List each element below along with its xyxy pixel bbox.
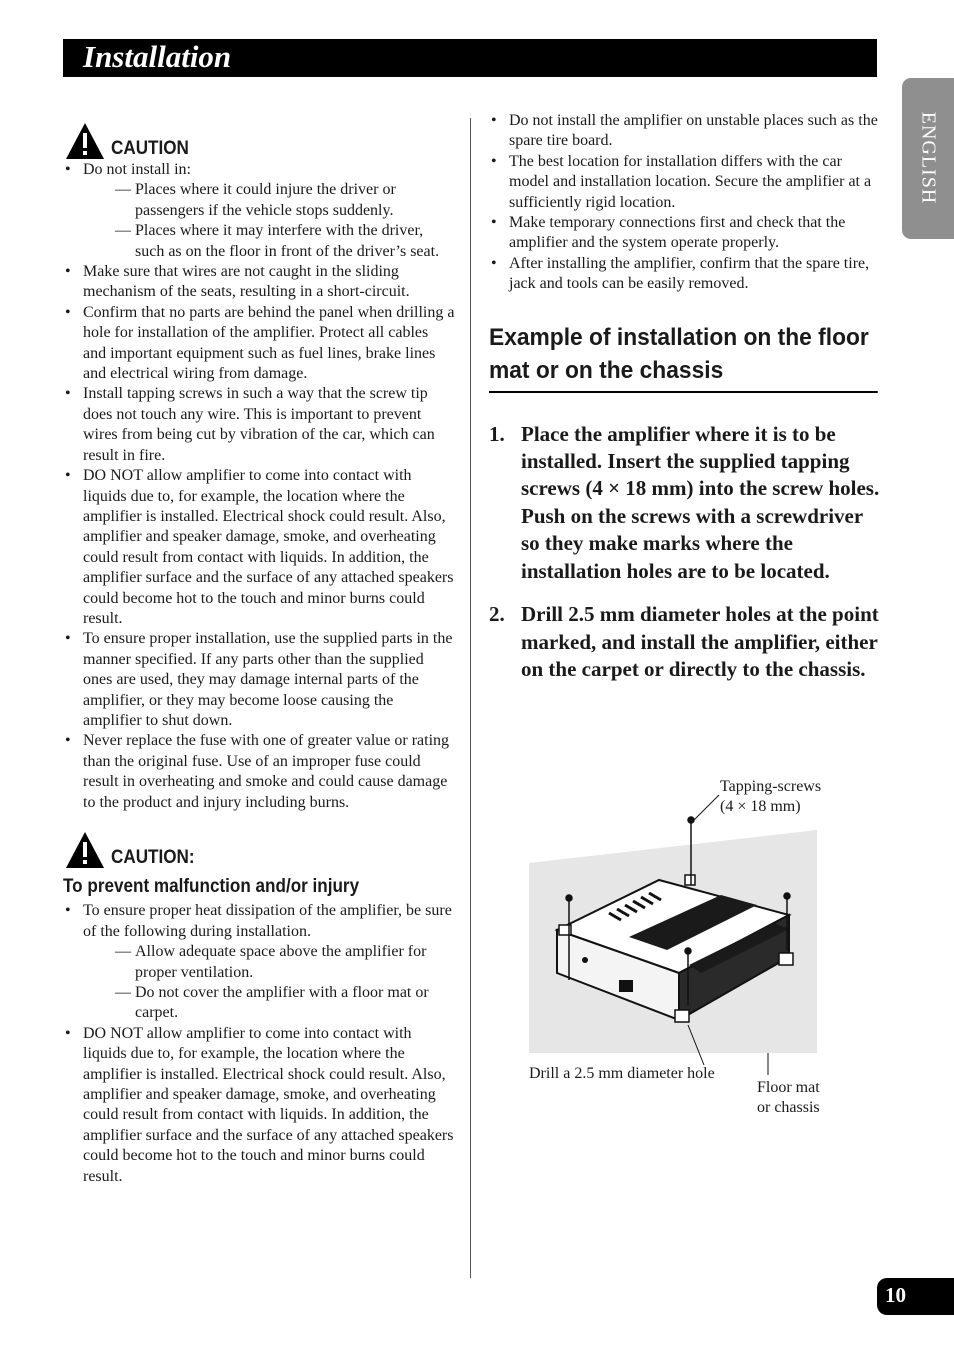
page-number xyxy=(877,1278,954,1315)
list-item: • Install tapping screws in such a way that the screw tip does not touch any wire. This is important to prevent wires from being cut by vibration of the car, which can result in fire. xyxy=(63,384,455,466)
tapping-screws-size-label: (4 × 18 mm) xyxy=(720,798,801,815)
sub-list-item: — Places where it may interfere with the driver, such as on the floor in front of the driver’s seat. xyxy=(115,221,455,262)
steps-list xyxy=(489,421,881,684)
caution-label: CAUTION xyxy=(111,137,189,159)
language-tab xyxy=(902,78,954,239)
list-item: • Confirm that no parts are behind the panel when drilling a hole for installation of the amplifier. Protect all cables and important equipment such as fuel lines, brake lines and electrical wiring from damage. xyxy=(63,303,455,385)
sub-list-item: — Do not cover the amplifier with a floor mat or carpet. xyxy=(115,983,455,1024)
installation-figure xyxy=(489,775,881,1125)
sub-list xyxy=(83,942,455,1024)
tapping-screws-label: Tapping-screws xyxy=(720,778,822,795)
caution-subheading: To prevent malfunction and/or injury xyxy=(63,876,360,897)
left-column xyxy=(63,118,455,1187)
list-item: • DO NOT allow amplifier to come into contact with liquids due to, for example, the location where the amplifier is installed. Electrical shock could result. Also, amplifier and speaker damage, smoke, and overheating could result from contact with liquids. In addition, the amplifier surface and the surface of any attached speakers could become hot to the touch and minor burns could result. xyxy=(63,466,455,629)
page-number-text: 10 xyxy=(885,1283,906,1307)
chassis-label: or chassis xyxy=(757,1099,820,1116)
drill-hole-label: Drill a 2.5 mm diameter hole xyxy=(529,1065,715,1082)
list-item: • DO NOT allow amplifier to come into contact with liquids due to, for example, the location where the amplifier is installed. Electrical shock could result. Also, amplifier and speaker damage, smoke, and overheating could result from contact with liquids. In addition, the amplifier surface and the surface of any attached speakers could become hot to the touch and minor burns could result. xyxy=(63,1024,455,1187)
caution-list xyxy=(63,160,455,813)
list-item: • Never replace the fuse with one of greater value or rating than the original fuse. Use of an improper fuse could result in overheating and smoke and could cause damage to the product and injury including burns. xyxy=(63,731,455,813)
list-item: • The best location for installation differs with the car model and installation location. Secure the amplifier at a sufficiently rigid location. xyxy=(489,152,881,213)
step-number: 1. xyxy=(489,421,505,446)
list-item: • Do not install the amplifier on unstable places such as the spare tire board. xyxy=(489,111,881,152)
section-title: Example of installation on the floor mat or on the chassis xyxy=(489,321,878,393)
step-text: Drill 2.5 mm diameter holes at the point marked, and install the amplifier, either on the carpet or directly to the chassis. xyxy=(521,602,879,681)
list-item: • Make temporary connections first and check that the amplifier and the system operate properly. xyxy=(489,213,881,254)
header-bar xyxy=(63,39,877,77)
list-item: • To ensure proper heat dissipation of the amplifier, be sure of the following during installation. — Allow adequate space above the amplifier for proper ventilation. — Do not cover the amplifier with a floor mat or carpet. xyxy=(63,901,455,1023)
warning-icon xyxy=(65,831,105,869)
list-item: • To ensure proper installation, use the supplied parts in the manner specified. If any parts other than the supplied ones are used, they may damage internal parts of the amplifier, or they may become loose causing the amplifier to shut down. xyxy=(63,629,455,731)
sub-list xyxy=(83,180,455,262)
list-item: • Do not install in: — Places where it could injure the driver or passengers if the vehicle stops suddenly. — Places where it may interfere with the driver, such as on the floor in front of the driver’s seat. xyxy=(63,160,455,262)
step-number: 2. xyxy=(489,602,505,627)
caution-list-2 xyxy=(63,901,455,1187)
caution-heading xyxy=(63,118,455,160)
floor-mat-label: Floor mat xyxy=(757,1079,820,1096)
language-tab-label: ENGLISH xyxy=(917,111,940,205)
step-item xyxy=(489,421,881,585)
step-text: Place the amplifier where it is to be installed. Insert the supplied tapping screws (4 × 18 mm) into the screw holes. Push on the screws with a screwdriver so they make marks where the installation holes are to be located. xyxy=(521,421,880,583)
step-item xyxy=(489,601,881,683)
sub-list-item: — Places where it could injure the driver or passengers if the vehicle stops suddenly. xyxy=(115,180,455,221)
page-title: Installation xyxy=(83,39,232,74)
column-divider xyxy=(470,118,471,1278)
list-item: • After installing the amplifier, confirm that the spare tire, jack and tools can be easily removed. xyxy=(489,254,881,295)
warning-icon xyxy=(65,122,105,160)
caution-list-continued xyxy=(489,111,881,295)
caution-heading-2 xyxy=(63,827,455,869)
caution-label: CAUTION: xyxy=(111,846,195,868)
list-item: • Make sure that wires are not caught in the sliding mechanism of the seats, resulting in a short-circuit. xyxy=(63,262,455,303)
sub-list-item: — Allow adequate space above the amplifier for proper ventilation. xyxy=(115,942,455,983)
right-column xyxy=(489,111,881,699)
